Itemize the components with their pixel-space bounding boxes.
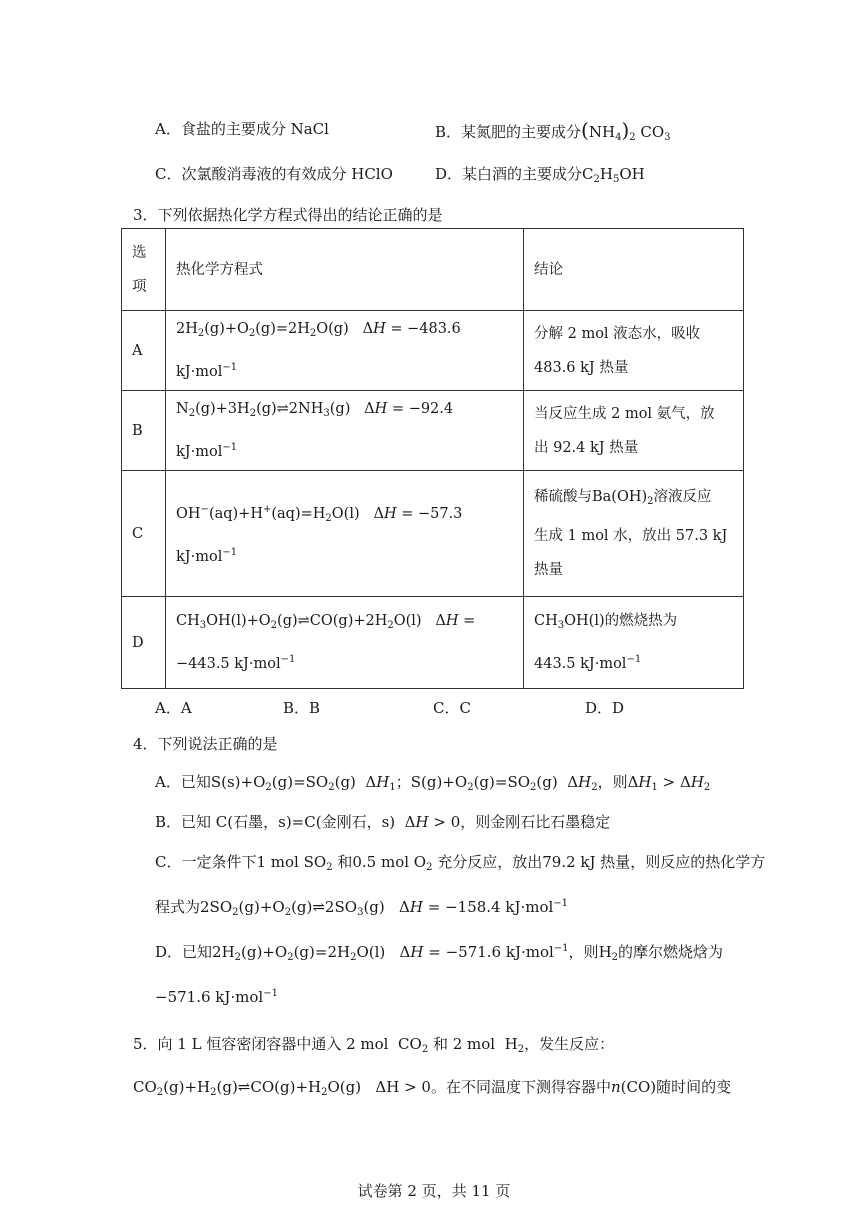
table-row: [122, 391, 744, 471]
q4-option-c-line2: 程式为$2SO_2(g)+O_2(g)\rightleftharpoons 2SO_3(g) \Delta H = -158.4$ kJ·mol$^{-1}$: [155, 898, 569, 918]
header-equation: 热化学方程式: [166, 229, 524, 311]
q3-table: [121, 228, 744, 689]
q4-option-a: A．已知$S(s)+O_2(g)=SO_2(g)$ $\Delta H_1$；$S(g)+O_2(g)=SO_2(g)$ $\Delta H_2$，则$\Delta H_1 > \Delta H_2$: [155, 773, 711, 793]
q2-option-b: B．某氮肥的主要成分$(NH_4)_2$ $CO_3$: [435, 118, 671, 143]
page-footer: 试卷第 2 页，共 11 页: [357, 1182, 511, 1200]
q4-title: 4．下列说法正确的是: [133, 735, 278, 753]
q5-line2: $CO_2(g)+H_2(g)\rightleftharpoons CO(g)+H_2O(g) \Delta H > 0$。在不同温度下测得容器中n(CO)随时间的变: [133, 1078, 732, 1098]
q2-option-c: C．次氯酸消毒液的有效成分 HClO: [155, 165, 393, 183]
table-header-row: [122, 229, 744, 311]
row-equation: $2H_2(g)+O_2(g)=2H_2O(g) \Delta H = -483.6$ kJ·mol$^{-1}$: [166, 311, 524, 391]
row-label: A: [122, 311, 166, 391]
q3-title: 3．下列依据热化学方程式得出的结论正确的是: [133, 206, 443, 224]
row-conclusion: $CH_3OH(l)$的燃烧热为 443.5 kJ·mol$^{-1}$: [524, 597, 744, 689]
row-label: C: [122, 471, 166, 597]
row-label: D: [122, 597, 166, 689]
header-option: 选 项: [122, 229, 166, 311]
q4-option-d-line1: D．已知$2H_2(g)+O_2(g)=2H_2O(l) \Delta H = -571.6$ kJ·mol$^{-1}$，则$H_2$的摩尔燃烧焓为: [155, 943, 724, 963]
q4-option-d-line2: −571.6 kJ·mol$^{-1}$: [155, 988, 278, 1006]
table-row: [122, 597, 744, 689]
q5-line1: 5．向 1 L 恒容密闭容器中通入 2 mol $CO_2$ 和 2 mol $H_2$，发生反应：: [133, 1035, 615, 1055]
table-row: [122, 311, 744, 391]
q2-option-a: A．食盐的主要成分 NaCl: [155, 120, 329, 138]
q3-answer-d: D．D: [585, 699, 625, 717]
table-row: [122, 471, 744, 597]
row-equation: $CH_3OH(l)+O_2(g)\rightleftharpoons CO(g)+2H_2O(l) \Delta H$ = −443.5 kJ·mol$^{-1}$: [166, 597, 524, 689]
row-equation: $OH^-(aq)+H^+(aq)=H_2O(l) \Delta H = -57.3$ kJ·mol$^{-1}$: [166, 471, 524, 597]
row-conclusion: 当反应生成 2 mol 氨气，放 出 92.4 kJ 热量: [524, 391, 744, 471]
row-label: B: [122, 391, 166, 471]
header-conclusion: 结论: [524, 229, 744, 311]
q2-option-d: D．某白酒的主要成分$C_2H_5OH$: [435, 165, 645, 185]
row-conclusion: 分解 2 mol 液态水，吸收 483.6 kJ 热量: [524, 311, 744, 391]
q4-option-c-line1: C．一定条件下1 mol $SO_2$ 和0.5 mol $O_2$ 充分反应，放出79.2 kJ 热量，则反应的热化学方: [155, 853, 766, 873]
q4-option-b: B．已知 C(石墨，s)=C(金刚石，s) ΔH > 0，则金刚石比石墨稳定: [155, 813, 611, 831]
row-equation: $N_2(g)+3H_2(g)\rightleftharpoons 2NH_3(g) \Delta H = -92.4$ kJ·mol$^{-1}$: [166, 391, 524, 471]
q3-answer-b: B．B: [283, 699, 321, 717]
q3-answer-c: C．C: [433, 699, 471, 717]
q3-answer-a: A．A: [155, 699, 192, 717]
row-conclusion: 稀硫酸与$Ba(OH)_2$溶液反应 生成 1 mol 水，放出 57.3 kJ 热量: [524, 471, 744, 597]
